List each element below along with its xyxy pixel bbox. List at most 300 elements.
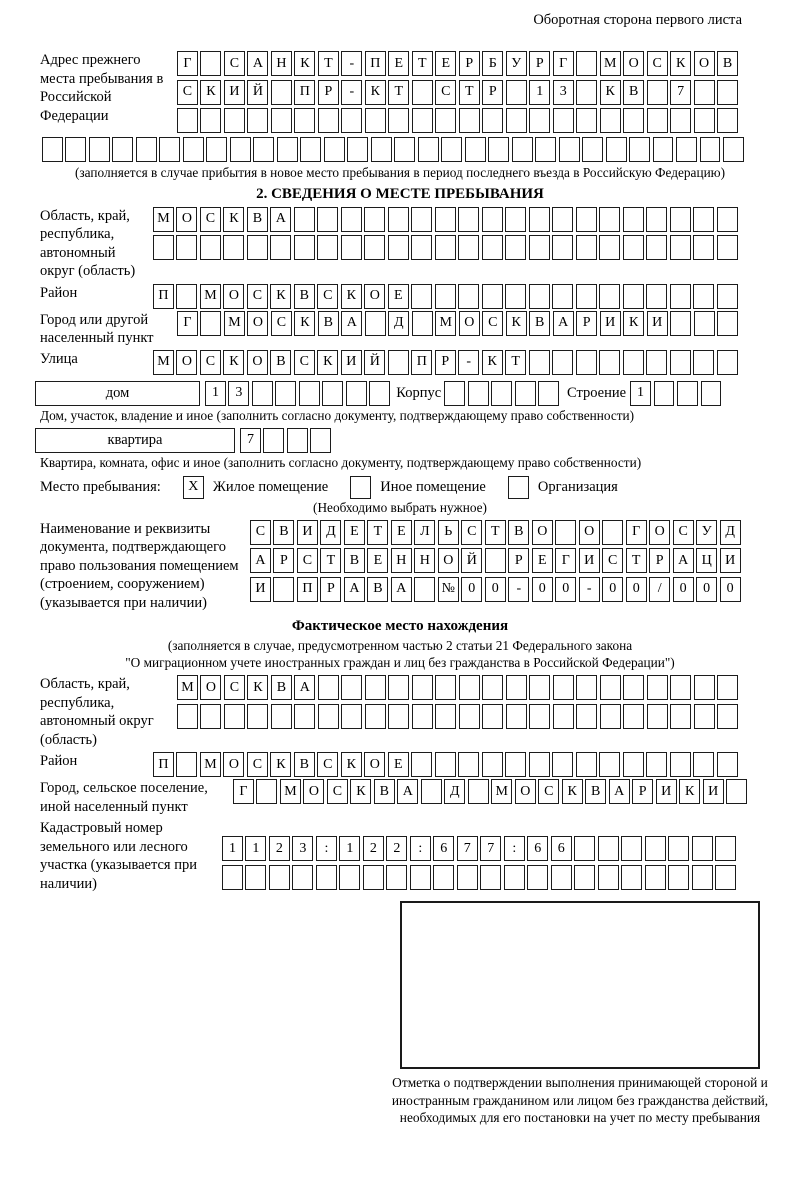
char-box: С xyxy=(247,752,268,777)
char-box: О xyxy=(303,779,324,804)
char-box: С xyxy=(538,779,559,804)
city-label: Город или другой населенный пункт xyxy=(40,311,154,346)
char-box: 2 xyxy=(363,836,384,861)
char-box xyxy=(299,381,320,406)
char-box: К xyxy=(623,311,644,336)
char-box xyxy=(505,284,526,309)
char-box: В xyxy=(717,51,738,76)
char-box xyxy=(200,108,221,133)
char-box: К xyxy=(350,779,371,804)
char-box xyxy=(600,704,621,729)
char-box xyxy=(271,80,292,105)
char-box: Т xyxy=(485,520,506,545)
char-box: К xyxy=(223,350,244,375)
previous-address-label: Адрес прежнего места пребывания в Российской Федерации xyxy=(40,52,164,124)
char-box: 7 xyxy=(457,836,478,861)
char-box: М xyxy=(200,752,221,777)
char-box xyxy=(277,137,298,162)
char-box: Ь xyxy=(438,520,459,545)
char-box xyxy=(670,108,691,133)
char-box: К xyxy=(317,350,338,375)
char-box xyxy=(369,381,390,406)
apartment-number-cells xyxy=(240,428,331,453)
char-box xyxy=(435,704,456,729)
char-box: В xyxy=(508,520,529,545)
char-box xyxy=(717,675,738,700)
char-box xyxy=(529,350,550,375)
char-box: П xyxy=(153,284,174,309)
char-box xyxy=(347,137,368,162)
char-box xyxy=(645,865,666,890)
char-box: 0 xyxy=(602,577,623,602)
char-box xyxy=(576,207,597,232)
stay-type-note: (Необходимо выбрать нужное) xyxy=(313,499,487,515)
city-field xyxy=(0,311,800,348)
char-box: М xyxy=(224,311,245,336)
char-box xyxy=(694,311,715,336)
char-box xyxy=(599,235,620,260)
char-box xyxy=(341,235,362,260)
char-box xyxy=(482,207,503,232)
char-box xyxy=(647,108,668,133)
char-box xyxy=(701,381,722,406)
char-box: 1 xyxy=(222,836,243,861)
char-box: В xyxy=(318,311,339,336)
char-box xyxy=(654,381,675,406)
char-box: И xyxy=(600,311,621,336)
char-box xyxy=(717,704,738,729)
char-box xyxy=(89,137,110,162)
char-box xyxy=(411,752,432,777)
char-box: С xyxy=(224,51,245,76)
char-box: О xyxy=(623,51,644,76)
char-box: С xyxy=(224,675,245,700)
char-box: В xyxy=(374,779,395,804)
char-box: К xyxy=(600,80,621,105)
char-box: К xyxy=(562,779,583,804)
char-box xyxy=(435,207,456,232)
char-box: Р xyxy=(273,548,294,573)
char-box: О xyxy=(438,548,459,573)
char-box: Б xyxy=(482,51,503,76)
char-box: Д xyxy=(320,520,341,545)
char-box: 1 xyxy=(630,381,651,406)
char-box xyxy=(459,704,480,729)
char-box xyxy=(621,865,642,890)
char-box xyxy=(599,752,620,777)
char-box: № xyxy=(438,577,459,602)
char-box xyxy=(553,675,574,700)
char-box xyxy=(65,137,86,162)
char-box xyxy=(646,207,667,232)
char-box xyxy=(206,137,227,162)
char-box xyxy=(222,865,243,890)
char-box: К xyxy=(679,779,700,804)
char-box xyxy=(177,108,198,133)
actual-region-row-2 xyxy=(177,704,738,729)
char-box: С xyxy=(200,207,221,232)
char-box xyxy=(670,350,691,375)
stroenie-cells xyxy=(630,381,721,406)
char-box xyxy=(491,381,512,406)
char-box xyxy=(410,865,431,890)
char-box: О xyxy=(247,311,268,336)
char-box: Н xyxy=(414,548,435,573)
char-box xyxy=(621,836,642,861)
stay-type-label: Место пребывания: xyxy=(40,478,161,495)
char-box xyxy=(529,108,550,133)
char-box: Й xyxy=(247,80,268,105)
char-box xyxy=(459,675,480,700)
char-box xyxy=(317,207,338,232)
char-box xyxy=(598,836,619,861)
organization-checkbox xyxy=(508,476,529,499)
char-box xyxy=(458,235,479,260)
char-box: Й xyxy=(461,548,482,573)
actual-region-label: Область, край, республика, автономный округ (область) xyxy=(40,676,154,748)
char-box xyxy=(647,675,668,700)
char-box: В xyxy=(273,520,294,545)
char-box xyxy=(482,108,503,133)
char-box xyxy=(411,284,432,309)
document-row-3 xyxy=(250,577,741,602)
char-box xyxy=(318,108,339,133)
char-box xyxy=(468,779,489,804)
char-box xyxy=(576,675,597,700)
char-box: С xyxy=(327,779,348,804)
char-box xyxy=(435,235,456,260)
cadastre-label: Кадастровый номер земельного или лесного участка (указывается при наличии) xyxy=(40,820,197,892)
char-box xyxy=(670,752,691,777)
char-box xyxy=(646,235,667,260)
char-box: О xyxy=(515,779,536,804)
char-box: К xyxy=(270,284,291,309)
char-box: С xyxy=(317,284,338,309)
char-box xyxy=(717,108,738,133)
char-box: И xyxy=(250,577,271,602)
char-box: Й xyxy=(364,350,385,375)
char-box: К xyxy=(270,752,291,777)
char-box: В xyxy=(585,779,606,804)
char-box: В xyxy=(623,80,644,105)
char-box xyxy=(693,350,714,375)
char-box xyxy=(247,704,268,729)
char-box xyxy=(527,865,548,890)
char-box xyxy=(717,235,738,260)
char-box xyxy=(412,108,433,133)
char-box xyxy=(365,108,386,133)
char-box: О xyxy=(200,675,221,700)
char-box: 3 xyxy=(292,836,313,861)
char-box: - xyxy=(508,577,529,602)
char-box xyxy=(529,235,550,260)
page-side-note: Оборотная сторона первого листа xyxy=(533,12,742,28)
char-box: С xyxy=(435,80,456,105)
char-box xyxy=(629,137,650,162)
char-box: П xyxy=(411,350,432,375)
char-box: 7 xyxy=(480,836,501,861)
char-box xyxy=(559,137,580,162)
char-box xyxy=(153,235,174,260)
char-box xyxy=(576,284,597,309)
char-box: М xyxy=(153,350,174,375)
char-box xyxy=(341,704,362,729)
char-box: Ц xyxy=(696,548,717,573)
char-box xyxy=(388,675,409,700)
char-box: Р xyxy=(632,779,653,804)
char-box xyxy=(363,865,384,890)
char-box xyxy=(602,520,623,545)
char-box: 0 xyxy=(461,577,482,602)
char-box xyxy=(412,675,433,700)
actual-location-title: Фактическое место нахождения xyxy=(291,618,509,634)
char-box xyxy=(200,235,221,260)
char-box: В xyxy=(247,207,268,232)
char-box xyxy=(365,675,386,700)
char-box: Н xyxy=(271,51,292,76)
char-box xyxy=(300,137,321,162)
char-box xyxy=(435,752,456,777)
char-box: В xyxy=(270,350,291,375)
actual-location-caption-1: (заполняется в случае, предусмотренном частью 2 статьи 21 Федерального закона xyxy=(167,638,633,653)
char-box xyxy=(324,137,345,162)
char-box xyxy=(341,108,362,133)
char-box: О xyxy=(364,284,385,309)
char-box: К xyxy=(247,675,268,700)
char-box xyxy=(576,80,597,105)
char-box xyxy=(341,207,362,232)
char-box xyxy=(694,80,715,105)
char-box xyxy=(271,704,292,729)
char-box: О xyxy=(364,752,385,777)
char-box xyxy=(552,207,573,232)
char-box xyxy=(715,865,736,890)
apartment-type-box: квартира xyxy=(35,428,235,453)
char-box xyxy=(647,704,668,729)
char-box xyxy=(411,207,432,232)
char-box xyxy=(623,350,644,375)
char-box xyxy=(529,207,550,232)
char-box: 6 xyxy=(527,836,548,861)
char-box: С xyxy=(647,51,668,76)
char-box: Т xyxy=(318,51,339,76)
char-box: Д xyxy=(388,311,409,336)
char-box xyxy=(623,207,644,232)
char-box: С xyxy=(177,80,198,105)
char-box xyxy=(263,428,284,453)
char-box xyxy=(670,311,691,336)
char-box: Р xyxy=(529,51,550,76)
actual-district-field xyxy=(0,752,800,777)
char-box: Г xyxy=(553,51,574,76)
char-box: О xyxy=(223,752,244,777)
char-box xyxy=(600,675,621,700)
char-box xyxy=(275,381,296,406)
char-box: С xyxy=(482,311,503,336)
char-box xyxy=(316,865,337,890)
char-box: М xyxy=(491,779,512,804)
char-box xyxy=(552,752,573,777)
char-box: 3 xyxy=(228,381,249,406)
char-box: Г xyxy=(555,548,576,573)
char-box xyxy=(317,235,338,260)
char-box: / xyxy=(649,577,670,602)
char-box: Н xyxy=(391,548,412,573)
char-box xyxy=(670,675,691,700)
char-box: Р xyxy=(435,350,456,375)
char-box xyxy=(435,108,456,133)
char-box xyxy=(653,137,674,162)
char-box: 1 xyxy=(245,836,266,861)
char-box xyxy=(670,235,691,260)
char-box: 6 xyxy=(551,836,572,861)
char-box xyxy=(529,704,550,729)
char-box: - xyxy=(341,80,362,105)
char-box: М xyxy=(600,51,621,76)
char-box xyxy=(576,704,597,729)
char-box: П xyxy=(294,80,315,105)
char-box xyxy=(693,235,714,260)
char-box: 2 xyxy=(269,836,290,861)
char-box: К xyxy=(482,350,503,375)
char-box xyxy=(318,704,339,729)
char-box: И xyxy=(341,350,362,375)
char-box: И xyxy=(647,311,668,336)
char-box: А xyxy=(553,311,574,336)
char-box: Д xyxy=(444,779,465,804)
char-box: А xyxy=(673,548,694,573)
char-box xyxy=(647,80,668,105)
char-box xyxy=(488,137,509,162)
char-box: С xyxy=(673,520,694,545)
char-box xyxy=(435,675,456,700)
char-box xyxy=(414,577,435,602)
char-box xyxy=(247,235,268,260)
char-box: С xyxy=(461,520,482,545)
char-box: Е xyxy=(344,520,365,545)
char-box xyxy=(457,865,478,890)
char-box: А xyxy=(391,577,412,602)
char-box xyxy=(693,284,714,309)
char-box: К xyxy=(341,284,362,309)
char-box xyxy=(365,704,386,729)
char-box xyxy=(576,350,597,375)
char-box xyxy=(599,350,620,375)
char-box: 0 xyxy=(555,577,576,602)
char-box: К xyxy=(506,311,527,336)
char-box: Т xyxy=(367,520,388,545)
char-box xyxy=(287,428,308,453)
char-box: И xyxy=(656,779,677,804)
char-box xyxy=(256,779,277,804)
char-box xyxy=(645,836,666,861)
char-box xyxy=(692,865,713,890)
char-box: А xyxy=(609,779,630,804)
document-field xyxy=(0,520,800,613)
char-box xyxy=(310,428,331,453)
char-box: С xyxy=(200,350,221,375)
char-box: М xyxy=(153,207,174,232)
char-box xyxy=(412,704,433,729)
char-box xyxy=(200,311,221,336)
char-box xyxy=(482,675,503,700)
char-box xyxy=(506,704,527,729)
char-box: В xyxy=(294,752,315,777)
char-box xyxy=(574,865,595,890)
char-box: К xyxy=(670,51,691,76)
document-row-1 xyxy=(250,520,741,545)
char-box: М xyxy=(435,311,456,336)
char-box: Г xyxy=(177,51,198,76)
stay-option-other-premises xyxy=(350,476,486,499)
char-box xyxy=(623,108,644,133)
char-box xyxy=(599,207,620,232)
char-box: : xyxy=(410,836,431,861)
char-box xyxy=(112,137,133,162)
actual-district-label: Район xyxy=(40,753,78,769)
char-box xyxy=(726,779,747,804)
char-box xyxy=(465,137,486,162)
char-box xyxy=(504,865,525,890)
char-box xyxy=(623,675,644,700)
char-box: С xyxy=(247,284,268,309)
char-box: Р xyxy=(649,548,670,573)
char-box xyxy=(505,207,526,232)
char-box: К xyxy=(223,207,244,232)
char-box xyxy=(506,675,527,700)
char-box: В xyxy=(367,577,388,602)
char-box: А xyxy=(397,779,418,804)
char-box xyxy=(388,108,409,133)
char-box: О xyxy=(532,520,553,545)
char-box xyxy=(506,108,527,133)
region-row-1 xyxy=(153,207,738,232)
char-box xyxy=(552,350,573,375)
char-box xyxy=(482,704,503,729)
char-box xyxy=(505,752,526,777)
previous-address-caption: (заполняется в случае прибытия в новое место пребывания в период последнего въезда в Российскую Федерацию) xyxy=(74,164,726,180)
house-number-cells xyxy=(205,381,390,406)
char-box xyxy=(223,235,244,260)
char-box: Т xyxy=(505,350,526,375)
char-box: О xyxy=(649,520,670,545)
char-box: Е xyxy=(388,51,409,76)
char-box: 1 xyxy=(339,836,360,861)
char-box: М xyxy=(177,675,198,700)
city-row xyxy=(177,311,738,336)
char-box: Д xyxy=(720,520,741,545)
section2-title: 2. СВЕДЕНИЯ О МЕСТЕ ПРЕБЫВАНИЯ xyxy=(256,185,544,202)
char-box: 1 xyxy=(529,80,550,105)
char-box: А xyxy=(344,577,365,602)
char-box: С xyxy=(602,548,623,573)
char-box: В xyxy=(344,548,365,573)
char-box: 0 xyxy=(626,577,647,602)
char-box: А xyxy=(250,548,271,573)
stroenie-label: Строение xyxy=(567,384,627,401)
char-box xyxy=(717,752,738,777)
char-box xyxy=(694,675,715,700)
house-type-box: дом xyxy=(35,381,200,406)
char-box xyxy=(670,207,691,232)
char-box xyxy=(576,108,597,133)
char-box xyxy=(677,381,698,406)
char-box xyxy=(412,80,433,105)
char-box xyxy=(177,704,198,729)
char-box xyxy=(230,137,251,162)
char-box xyxy=(623,704,644,729)
char-box xyxy=(371,137,392,162)
